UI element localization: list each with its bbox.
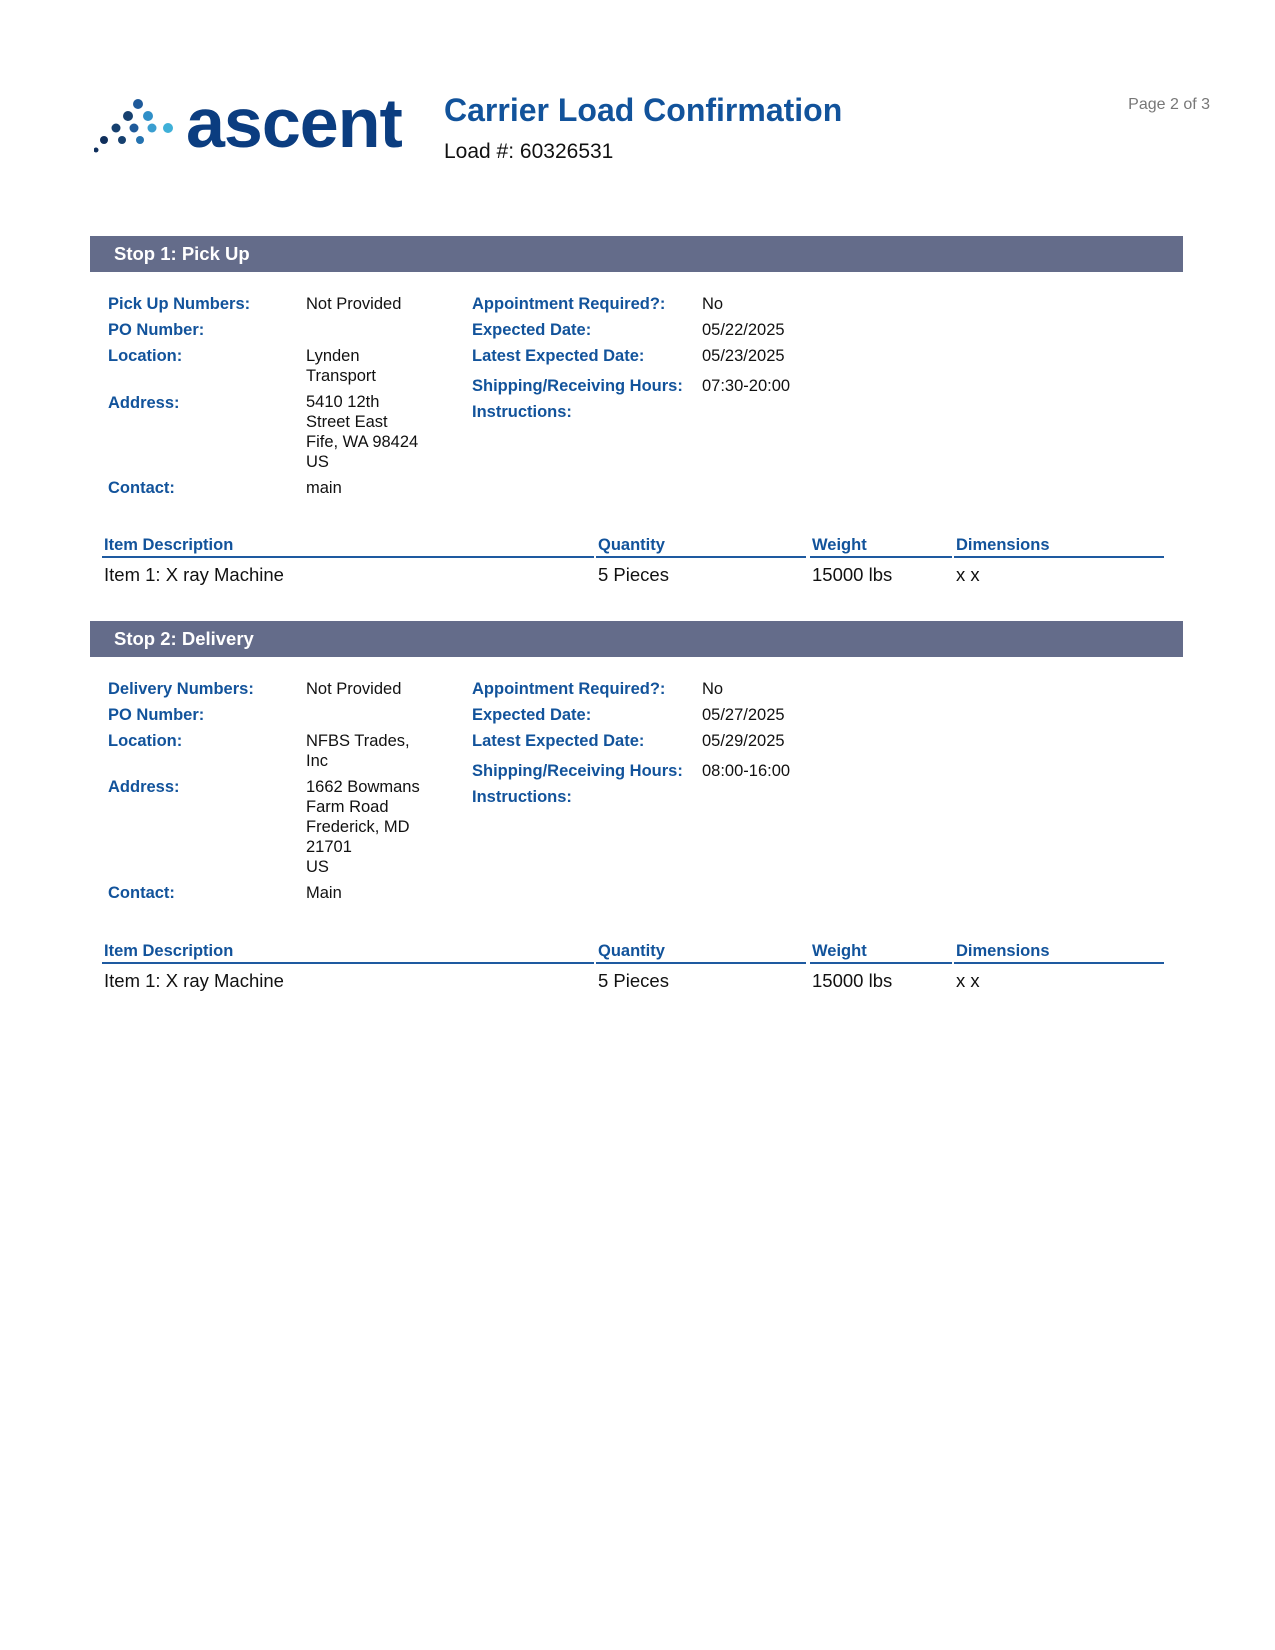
stop1-appointment-value: No — [702, 295, 724, 313]
stop2-hours-value: 08:00-16:00 — [702, 762, 791, 780]
stop2-header: Stop 2: Delivery — [90, 621, 1183, 657]
stop2-col-dimensions: Dimensions — [954, 942, 1164, 964]
stop1-hours-value: 07:30-20:00 — [702, 377, 791, 395]
stop1-instructions-label: Instructions: — [472, 403, 572, 421]
stop1-col-quantity: Quantity — [596, 536, 806, 558]
stop1-hours-label: Shipping/Receiving Hours: — [472, 377, 683, 395]
load-number-line — [444, 140, 613, 164]
stop2-appointment-label: Appointment Required?: — [472, 680, 666, 698]
pickup-numbers-value: Not Provided — [306, 295, 402, 313]
brand-wordmark: ascent — [186, 84, 402, 162]
stop2-item-dimensions: x x — [956, 970, 980, 991]
delivery-numbers-value: Not Provided — [306, 680, 402, 698]
stop2-po-label: PO Number: — [108, 706, 205, 724]
stop1-expected-date-label: Expected Date: — [472, 321, 592, 339]
stop2-col-weight: Weight — [810, 942, 952, 964]
stop1-item-dimensions: x x — [956, 564, 980, 585]
stop1-contact-label: Contact: — [108, 479, 175, 497]
stop2-item-description: Item 1: X ray Machine — [104, 970, 284, 991]
stop1-location-value: Lynden Transport — [306, 347, 376, 385]
stop2-appointment-value: No — [702, 680, 724, 698]
stop1-latest-date-value: 05/23/2025 — [702, 347, 785, 365]
stop1-item-quantity: 5 Pieces — [598, 564, 669, 585]
stop1-header: Stop 1: Pick Up — [90, 236, 1183, 272]
stop1-col-dimensions: Dimensions — [954, 536, 1164, 558]
stop1-item-description: Item 1: X ray Machine — [104, 564, 284, 585]
stop2-item-quantity: 5 Pieces — [598, 970, 669, 991]
stop2-col-item-description: Item Description — [102, 942, 594, 964]
stop1-expected-date-value: 05/22/2025 — [702, 321, 785, 339]
stop1-location-label: Location: — [108, 347, 183, 365]
load-number-value: 60326531 — [519, 140, 614, 163]
stop2-item-weight: 15000 lbs — [812, 970, 893, 991]
stop2-contact-value: Main — [306, 884, 342, 902]
document-title: Carrier Load Confirmation — [444, 92, 843, 128]
stop1-address-label: Address: — [108, 394, 180, 412]
stop2-instructions-label: Instructions: — [472, 788, 572, 806]
stop2-col-quantity: Quantity — [596, 942, 806, 964]
stop1-address-value: 5410 12th Street East Fife, WA 98424 US — [306, 393, 419, 471]
ascent-logo-dots — [94, 96, 174, 158]
stop1-appointment-label: Appointment Required?: — [472, 295, 666, 313]
stop1-contact-value: main — [306, 479, 342, 497]
stop1-item-weight: 15000 lbs — [812, 564, 893, 585]
stop2-location-value: NFBS Trades, Inc — [306, 732, 410, 770]
stop1-latest-date-label: Latest Expected Date: — [472, 347, 645, 365]
stop2-latest-date-label: Latest Expected Date: — [472, 732, 645, 750]
delivery-numbers-label: Delivery Numbers: — [108, 680, 254, 698]
stop2-expected-date-value: 05/27/2025 — [702, 706, 785, 724]
stop2-address-value: 1662 Bowmans Farm Road Frederick, MD 21701 US — [306, 778, 420, 876]
stop2-latest-date-value: 05/29/2025 — [702, 732, 785, 750]
page-number: Page 2 of 3 — [1128, 96, 1210, 113]
stop2-hours-label: Shipping/Receiving Hours: — [472, 762, 683, 780]
stop2-address-label: Address: — [108, 778, 180, 796]
stop2-location-label: Location: — [108, 732, 183, 750]
stop1-po-label: PO Number: — [108, 321, 205, 339]
load-number-label: Load #: — [444, 140, 515, 163]
pickup-numbers-label: Pick Up Numbers: — [108, 295, 251, 313]
stop1-col-weight: Weight — [810, 536, 952, 558]
stop2-expected-date-label: Expected Date: — [472, 706, 592, 724]
stop2-contact-label: Contact: — [108, 884, 175, 902]
stop1-col-item-description: Item Description — [102, 536, 594, 558]
